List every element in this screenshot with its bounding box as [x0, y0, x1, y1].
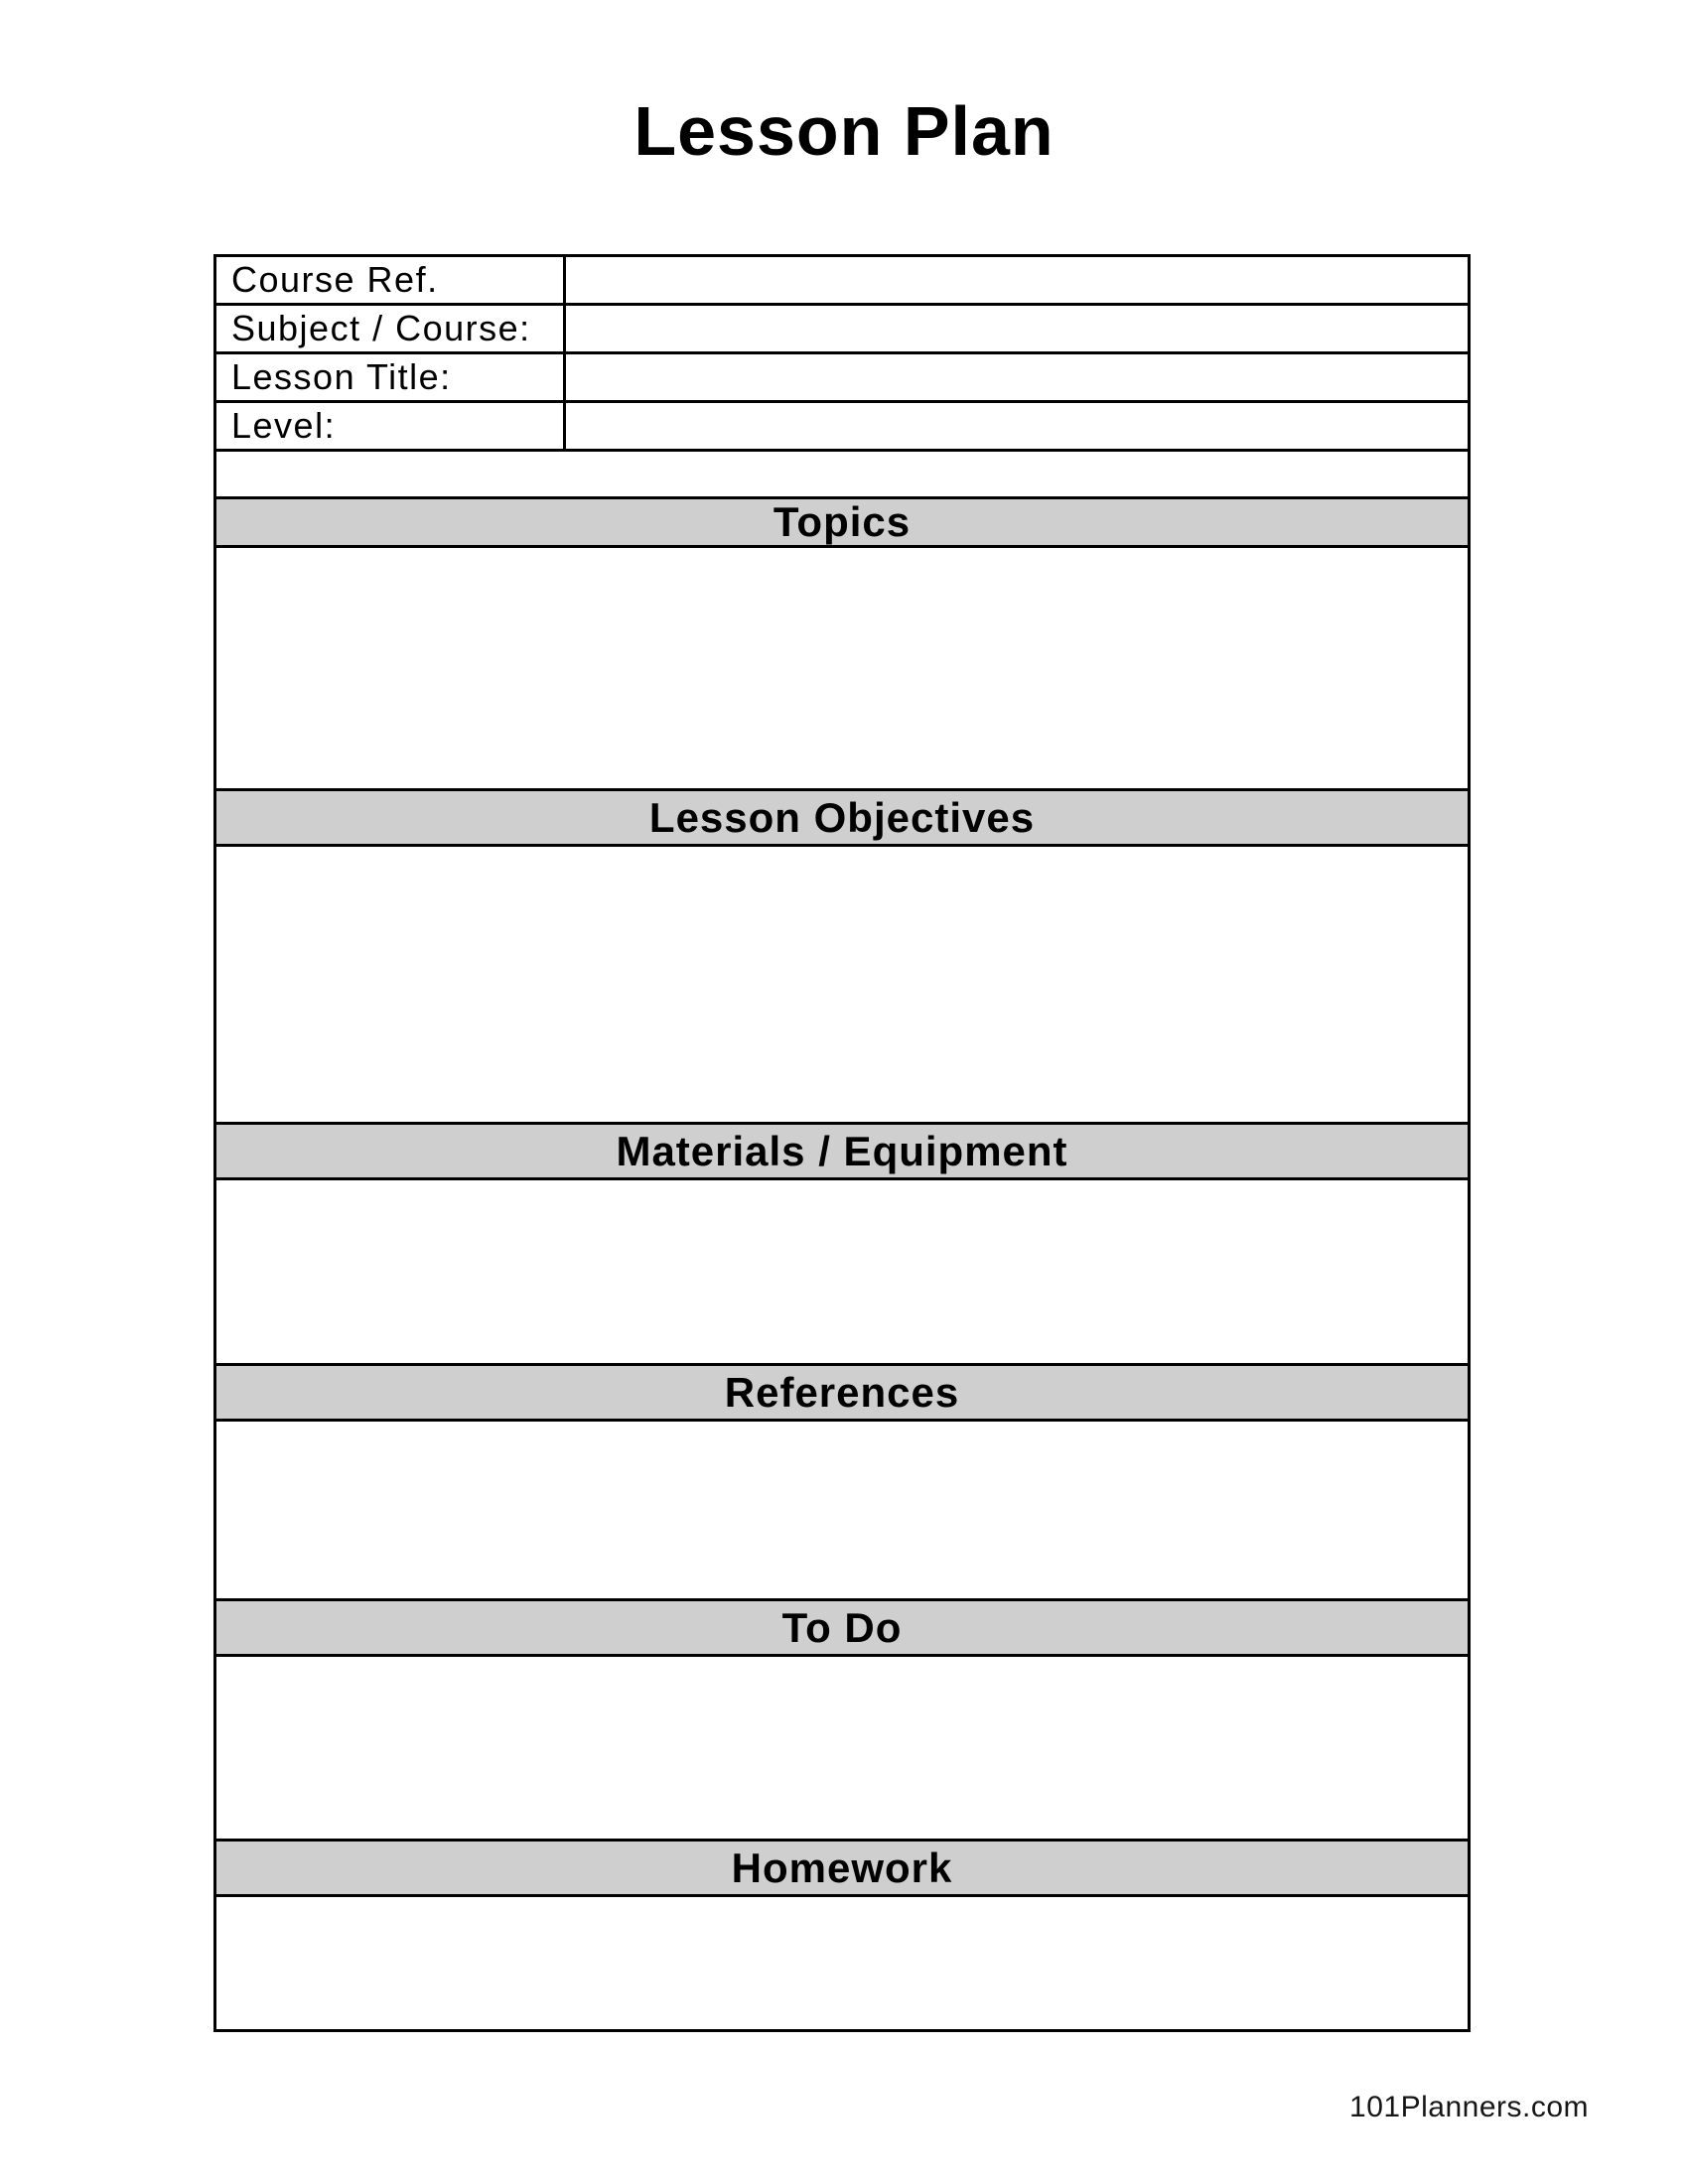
level-label: Level:	[216, 403, 566, 449]
subject-course-label: Subject / Course:	[216, 306, 566, 351]
section-content-materials-equipment[interactable]	[216, 1180, 1468, 1366]
section-content-topics[interactable]	[216, 548, 1468, 791]
section-header-topics	[216, 499, 1468, 548]
page-title: Lesson Plan	[633, 92, 1055, 170]
info-row-level	[216, 403, 1468, 452]
section-header-to-do-label: To Do	[781, 1603, 903, 1651]
section-header-homework-label: Homework	[731, 1843, 953, 1891]
section-header-lesson-objectives	[216, 791, 1468, 847]
subject-course-value-cell[interactable]	[566, 306, 1468, 351]
section-content-to-do[interactable]	[216, 1657, 1468, 1842]
section-header-homework	[216, 1842, 1468, 1897]
course-ref-value-cell[interactable]	[566, 257, 1468, 303]
lesson-plan-form-table	[213, 254, 1471, 2032]
course-ref-label: Course Ref.	[216, 257, 566, 303]
info-row-course-ref	[216, 257, 1468, 306]
section-header-references	[216, 1366, 1468, 1422]
section-content-homework[interactable]	[216, 1897, 1468, 2029]
section-content-references[interactable]	[216, 1422, 1468, 1601]
blank-spacer-row	[216, 452, 1468, 499]
section-header-topics-label: Topics	[773, 498, 912, 545]
info-row-subject-course	[216, 306, 1468, 354]
lesson-title-value-cell[interactable]	[566, 354, 1468, 400]
section-content-lesson-objectives[interactable]	[216, 847, 1468, 1125]
lesson-title-label: Lesson Title:	[216, 354, 566, 400]
section-header-materials-equipment	[216, 1125, 1468, 1180]
footer-brand: 101Planners.com	[1349, 2091, 1589, 2123]
section-header-references-label: References	[724, 1368, 960, 1416]
level-value-cell[interactable]	[566, 403, 1468, 449]
section-header-materials-equipment-label: Materials / Equipment	[616, 1127, 1068, 1174]
section-header-lesson-objectives-label: Lesson Objectives	[648, 793, 1036, 841]
info-row-lesson-title	[216, 354, 1468, 403]
section-header-to-do	[216, 1601, 1468, 1657]
